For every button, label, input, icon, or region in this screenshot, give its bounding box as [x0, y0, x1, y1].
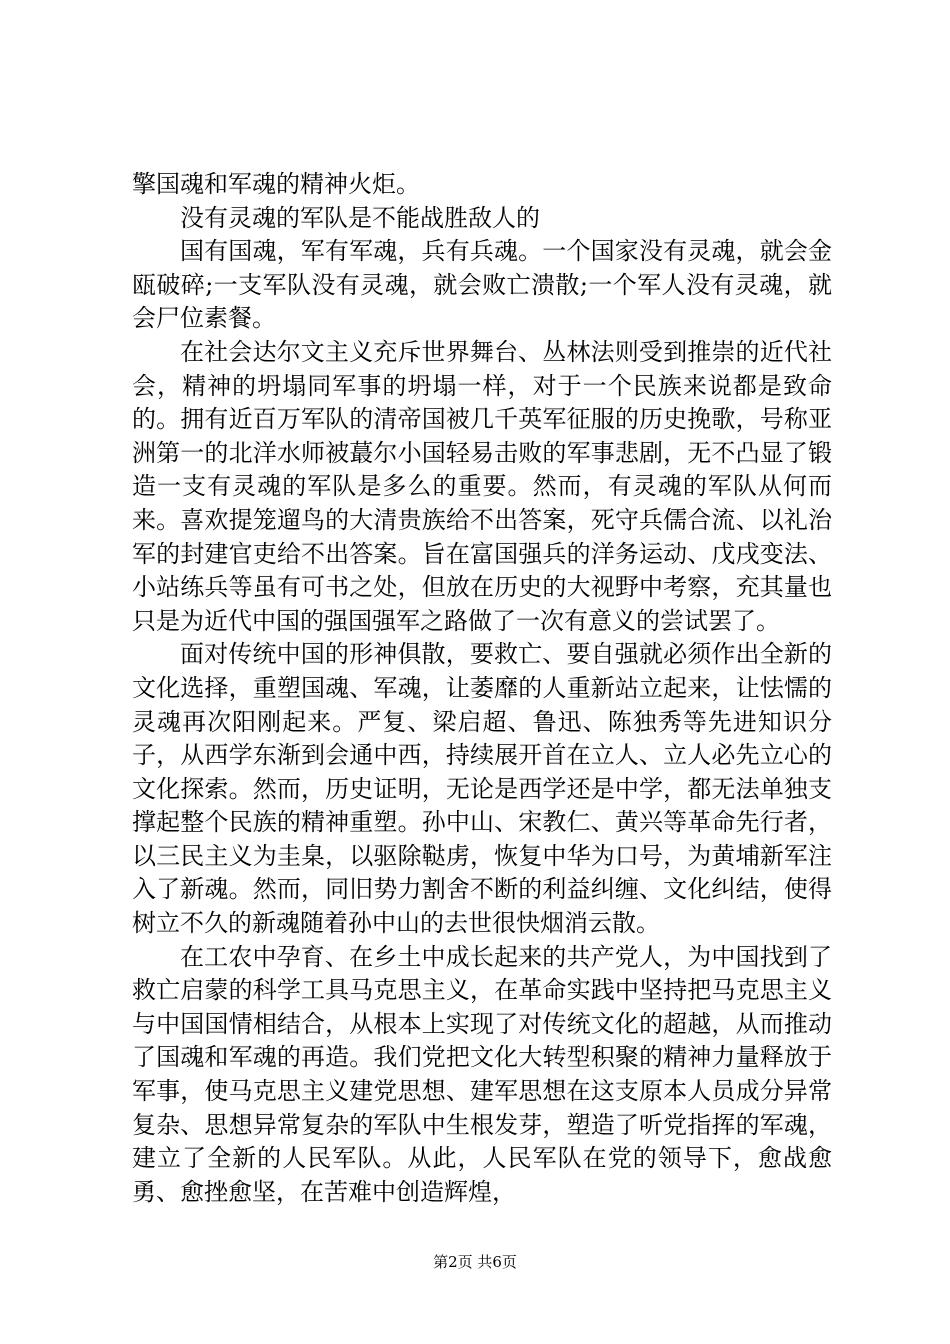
section-heading: 没有灵魂的军队是不能战胜敌人的 — [180, 203, 540, 232]
document-body — [132, 168, 832, 1209]
page-footer: 第2页 共6页 — [433, 1253, 517, 1271]
paragraph: 国有国魂，军有军魂，兵有兵魂。一个国家没有灵魂，就会金瓯破碎;一支军队没有灵魂，就会败亡溃散;一个军人没有灵魂，就会尸位素餐。 — [132, 237, 832, 333]
paragraph: 面对传统中国的形神俱散，要救亡、要自强就必须作出全新的文化选择，重塑国魂、军魂，让萎靡的人重新站立起来，让怯懦的灵魂再次阳刚起来。严复、梁启超、鲁迅、陈独秀等先进知识分子，从西学东渐到会通中西，持续展开首在立人、立人必先立心的文化探索。然而，历史证明，无论是西学还是中学，都无法单独支撑起整个民族的精神重塑。孙中山、宋教仁、黄兴等革命先行者，以三民主义为圭臬，以驱除鞑虏，恢复中华为口号，为黄埔新军注入了新魂。然而，同旧势力割舍不断的利益纠缠、文化纠结，使得树立不久的新魂随着孙中山的去世很快烟消云散。 — [132, 640, 832, 938]
paragraph: 在工农中孕育、在乡土中成长起来的共产党人，为中国找到了救亡启蒙的科学工具马克思主义，在革命实践中坚持把马克思主义与中国国情相结合，从根本上实现了对传统文化的超越，从而推动了国魂和军魂的再造。我们党把文化大转型积聚的精神力量释放于军事，使马克思主义建党思想、建军思想在这支原本人员成分异常复杂、思想异常复杂的军队中生根发芽，塑造了听党指挥的军魂，建立了全新的人民军队。从此，人民军队在党的领导下，愈战愈勇、愈挫愈坚，在苦难中创造辉煌， — [132, 942, 832, 1206]
paragraph: 在社会达尔文主义充斥世界舞台、丛林法则受到推崇的近代社会，精神的坍塌同军事的坍塌一样，对于一个民族来说都是致命的。拥有近百万军队的清帝国被几千英军征服的历史挽歌，号称亚洲第一的北洋水师被蕞尔小国轻易击败的军事悲剧，无不凸显了锻造一支有灵魂的军队是多么的重要。然而，有灵魂的军队从何而来。喜欢提笼遛鸟的大清贵族给不出答案，死守兵儒合流、以礼治军的封建官吏给不出答案。旨在富国强兵的洋务运动、戊戌变法、小站练兵等虽有可书之处，但放在历史的大视野中考察，充其量也只是为近代中国的强国强军之路做了一次有意义的尝试罢了。 — [132, 337, 832, 635]
paragraph-continuation: 擎国魂和军魂的精神火炬。 — [132, 170, 420, 198]
